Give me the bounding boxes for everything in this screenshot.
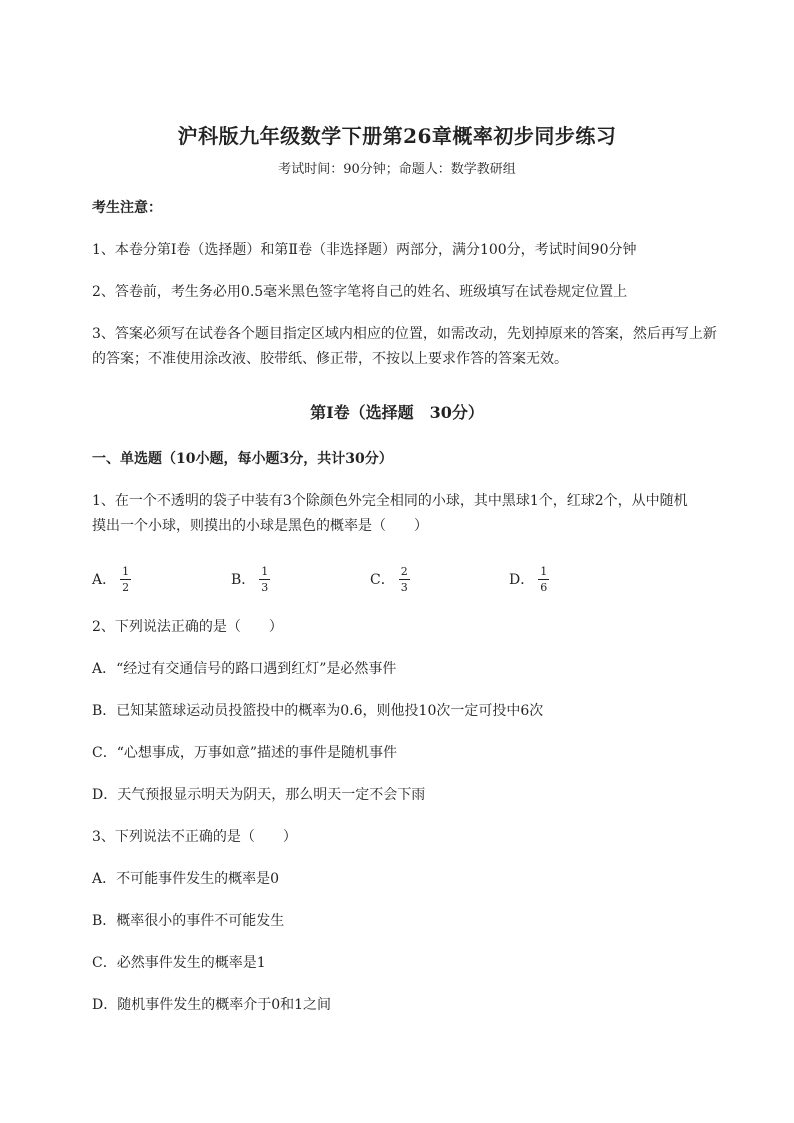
question-3-option-a: A．不可能事件发生的概率是0 (92, 871, 280, 887)
denominator: 3 (400, 580, 408, 594)
question-2-option-b: B．已知某篮球运动员投篮投中的概率为0.6，则他投10次一定可投中6次 (92, 703, 544, 719)
denominator: 3 (261, 580, 269, 594)
fraction (259, 565, 270, 594)
question-1-option-d (509, 562, 549, 596)
question-3-option-b: B．概率很小的事件不可能发生 (92, 913, 285, 929)
notice-item-3-line-2: 的答案；不准使用涂改液、胶带纸、修正带，不按以上要求作答的答案无效。 (92, 351, 568, 367)
notice-item-2: 2、答卷前，考生务必用0.5毫米黑色签字笔将自己的姓名、班级填写在试卷规定位置上 (92, 284, 628, 300)
option-label: D． (509, 572, 535, 588)
question-3-option-c: C．必然事件发生的概率是1 (92, 955, 266, 971)
question-1-line-1: 1、在一个不透明的袋子中装有3个除颜色外完全相同的小球，其中黑球1个，红球2个，从中随机 (92, 493, 688, 509)
numerator: 1 (261, 564, 269, 578)
option-label: C． (370, 572, 395, 588)
numerator: 2 (400, 564, 408, 578)
question-2-option-a: A．“经过有交通信号的路口遇到红灯”是必然事件 (92, 661, 397, 677)
question-1-option-b (231, 562, 270, 596)
question-1-option-c (370, 562, 410, 596)
option-label: B． (231, 572, 256, 588)
question-2-stem: 2、下列说法正确的是（ ） (92, 619, 283, 635)
question-2-option-c: C．“心想事成，万事如意”描述的事件是随机事件 (92, 745, 398, 761)
denominator: 6 (540, 580, 548, 594)
section-title: 第I卷（选择题 30分） (310, 403, 484, 422)
notice-item-3-line-1: 3、答案必须写在试卷各个题目指定区域内相应的位置，如需改动，先划掉原来的答案，然后再写上新 (92, 326, 717, 342)
part-heading: 一、单选题（10小题，每小题3分，共计30分） (92, 451, 393, 467)
numerator: 1 (540, 564, 548, 578)
page-title: 沪科版九年级数学下册第26章概率初步同步练习 (177, 124, 617, 148)
fraction (538, 565, 549, 594)
question-3-stem: 3、下列说法不正确的是（ ） (92, 829, 297, 845)
question-1-option-a (92, 562, 131, 596)
fraction (399, 565, 410, 594)
notice-item-1: 1、本卷分第I卷（选择题）和第Ⅱ卷（非选择题）两部分，满分100分，考试时间90分钟 (92, 242, 637, 258)
numerator: 1 (122, 564, 130, 578)
notice-heading: 考生注意： (92, 200, 162, 216)
denominator: 2 (122, 580, 130, 594)
question-1-line-2: 摸出一个小球，则摸出的小球是黑色的概率是（ ） (92, 518, 428, 534)
exam-info: 考试时间：90分钟；命题人：数学教研组 (278, 162, 516, 177)
fraction (120, 565, 131, 594)
question-2-option-d: D．天气预报显示明天为阴天，那么明天一定不会下雨 (92, 787, 426, 803)
question-3-option-d: D．随机事件发生的概率介于0和1之间 (92, 997, 332, 1013)
option-label: A． (92, 572, 117, 588)
